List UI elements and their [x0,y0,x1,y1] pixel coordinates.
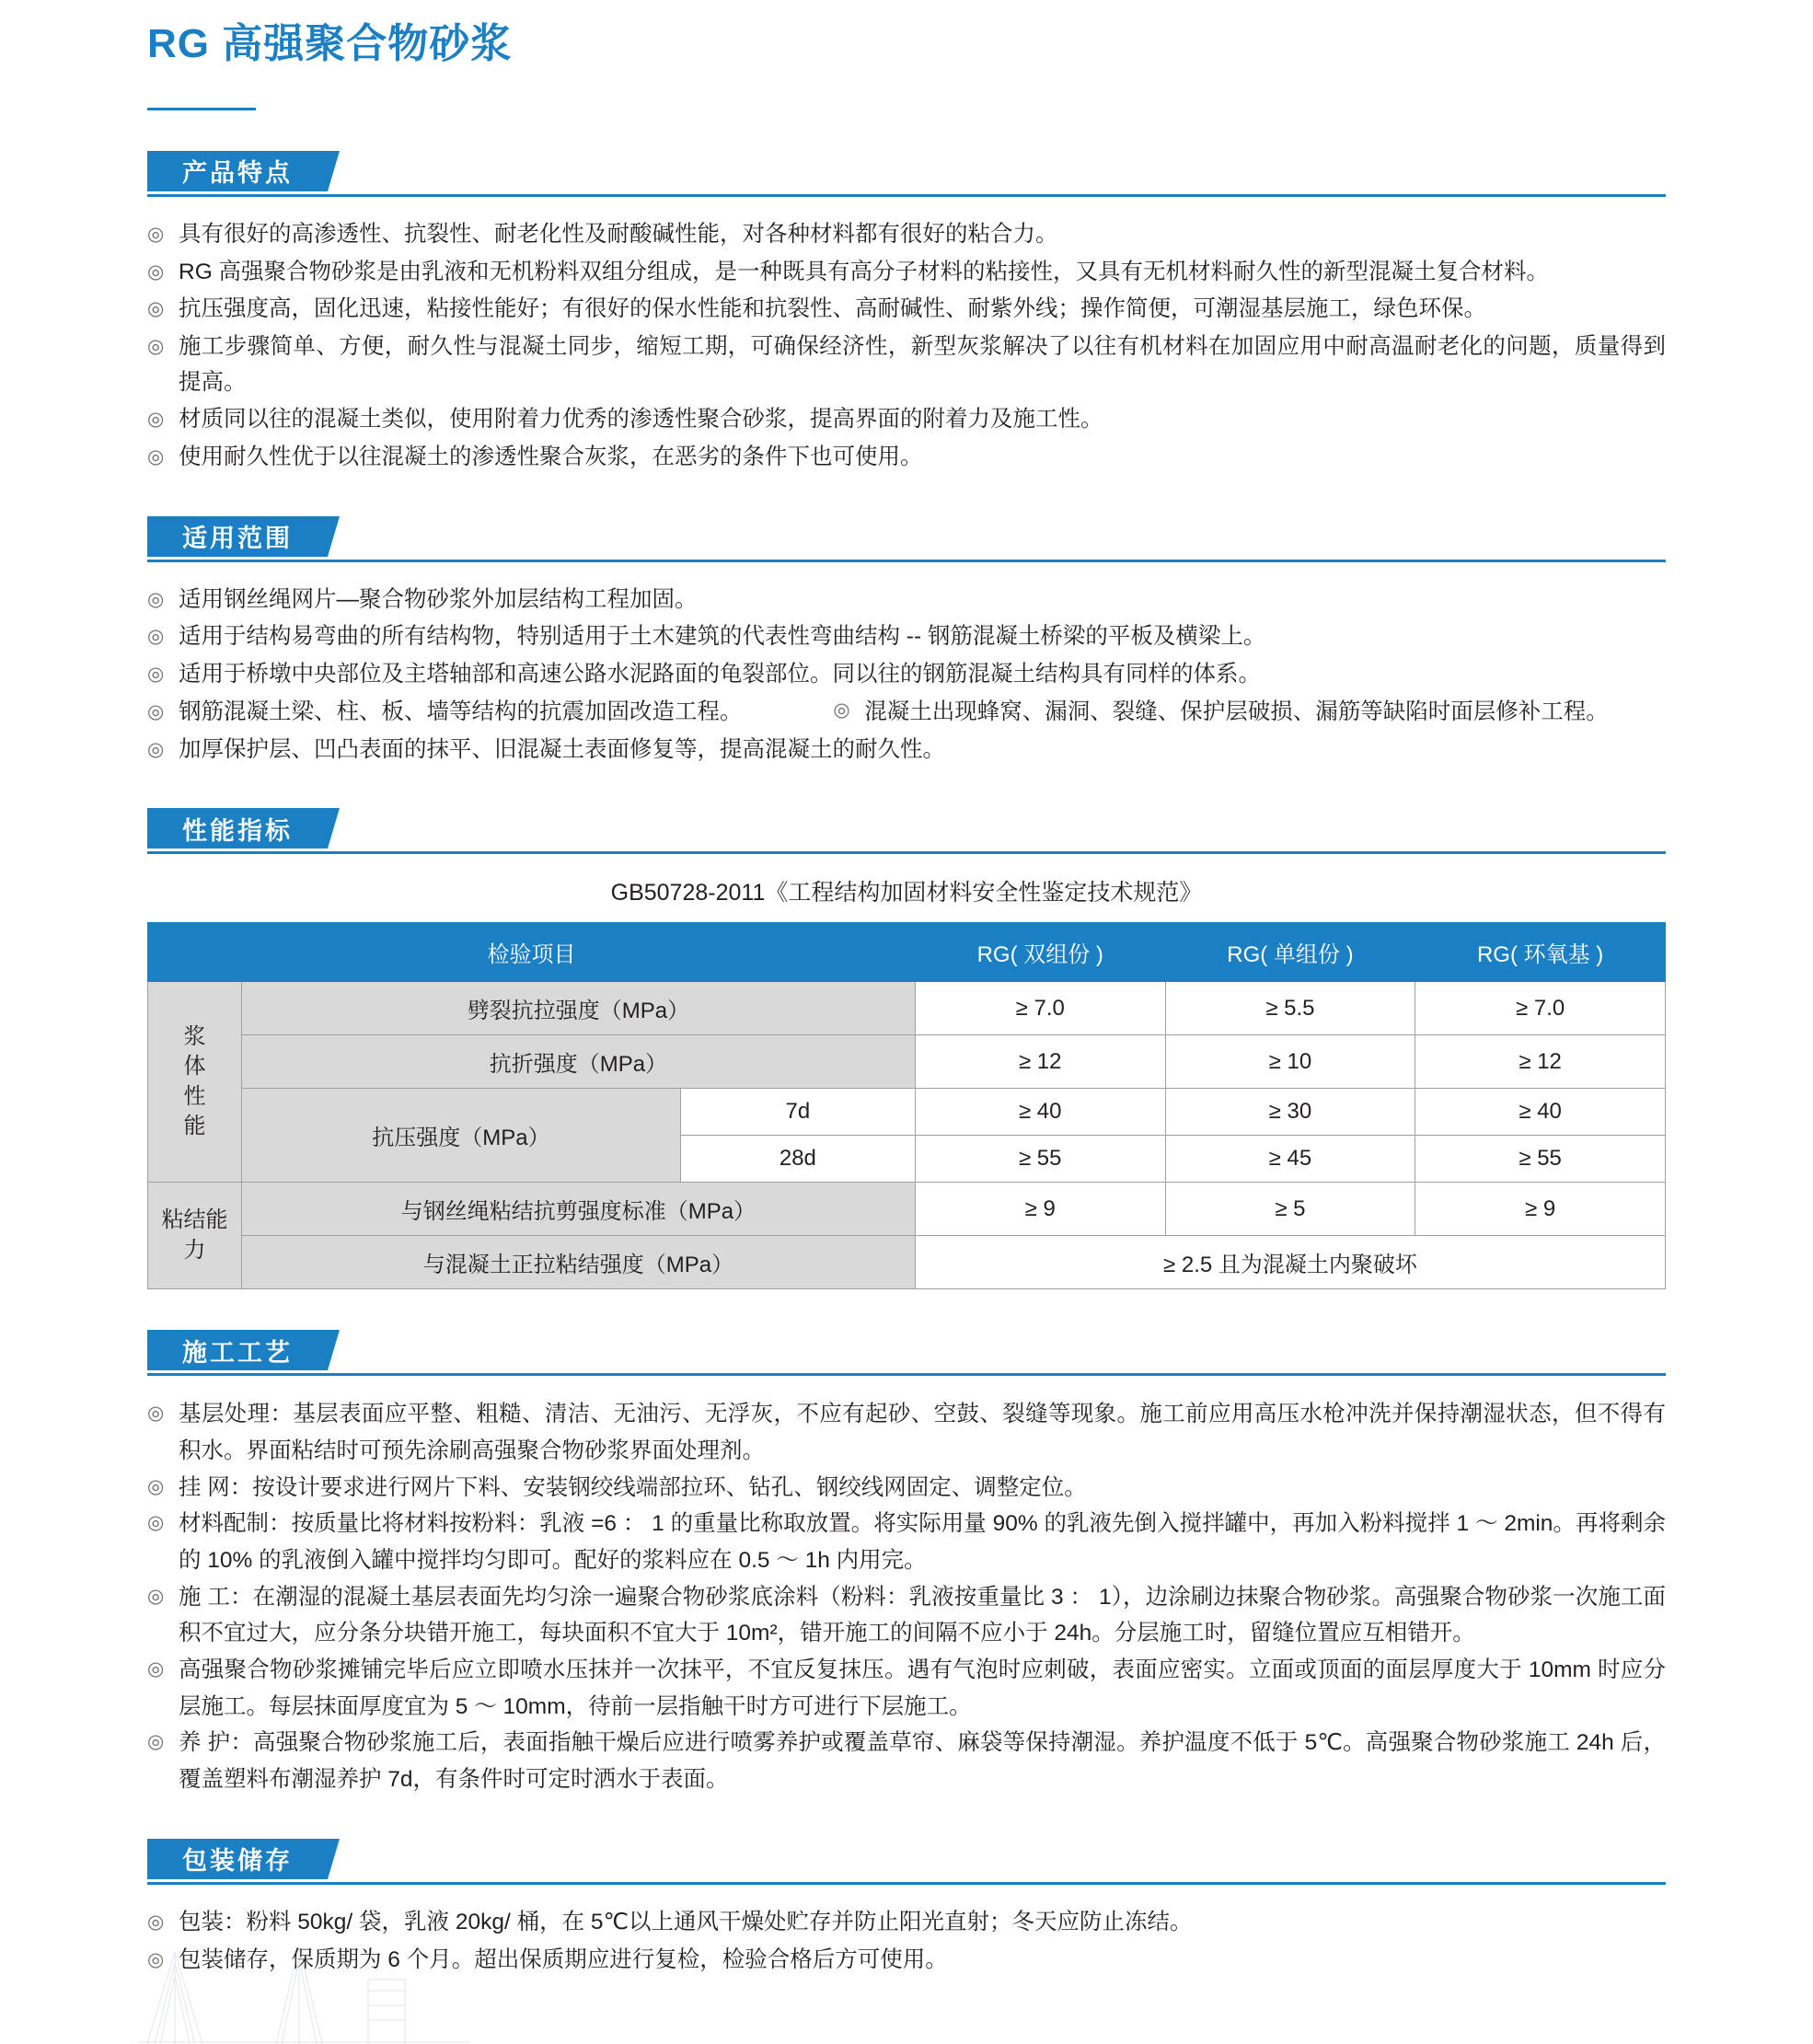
process-list [147,1396,1666,1798]
table-col-header: RG( 双组份 ) [915,923,1165,982]
list-item: ◎ 适用于桥墩中央部位及主塔轴部和高速公路水泥路面的龟裂部位。同以往的钢筋混凝土结构具有同样的体系。 [147,657,1666,693]
list-item-pair [147,695,1666,731]
section-header-performance [147,808,1666,854]
table-row [148,1089,1666,1136]
section-rule [147,1882,1666,1885]
section-header-packaging [147,1839,1666,1885]
section-tab-process: 施工工艺 [147,1330,328,1370]
section-rule [147,560,1666,562]
group-char: 能 [183,1114,206,1139]
section-header-scope [147,516,1666,562]
table-subrow-label: 7d [680,1089,915,1136]
section-tab-features: 产品特点 [147,151,328,191]
features-list [147,217,1666,476]
section-tab-packaging: 包装储存 [147,1839,328,1879]
list-item: ◎ 包装储存，保质期为 6 个月。超出保质期应进行复检，检验合格后方可使用。 [147,1943,1666,1979]
list-item: ◎ 施工步骤简单、方便，耐久性与混凝土同步，缩短工期，可确保经济性，新型灰浆解决了以往有机材料在加固应用中耐高温耐老化的问题，质量得到提高。 [147,329,1666,400]
title-underline [147,108,256,110]
table-col-header: RG( 单组份 ) [1165,923,1415,982]
table-header-row [148,923,1666,982]
list-item: ◎ 包装：粉料 50kg/ 袋，乳液 20kg/ 桶，在 5℃以上通风干燥处贮存并防止阳光直射；冬天应防止冻结。 [147,1905,1666,1941]
table-subrow-label: 28d [680,1136,915,1183]
table-cell: ≥ 40 [915,1089,1165,1136]
table-cell: ≥ 7.0 [1415,982,1666,1035]
table-cell: ≥ 55 [1415,1136,1666,1183]
table-row [148,1236,1666,1289]
group-char: 体 [183,1054,206,1080]
list-item-left: 钢筋混凝土梁、柱、板、墙等结构的抗震加固改造工程。 [179,699,743,724]
table-caption: GB50728-2011《工程结构加固材料安全性鉴定技术规范》 [610,880,1203,907]
table-cell: ≥ 45 [1165,1136,1415,1183]
table-cell: ≥ 7.0 [915,982,1165,1035]
group-char: 性 [183,1083,206,1109]
list-item: ◎ 施 工：在潮湿的混凝土基层表面先均匀涂一遍聚合物砂浆底涂料（粉料：乳液按重量比 3 ： 1），边涂刷边抹聚合物砂浆。高强聚合物砂浆一次施工面积不宜过大，应分条分块错开施工，每块面积不宜大于 10m²，错开施工的间隔不应小于 24h。分层施工时，留缝位置应互相错开。 [147,1579,1666,1652]
list-item: ◎ 材质同以往的混凝土类似，使用附着力优秀的渗透性聚合砂浆，提高界面的附着力及施工性。 [147,402,1666,438]
table-cell-merged: ≥ 2.5 且为混凝土内聚破坏 [915,1236,1665,1289]
list-item: ◎ 养 护：高强聚合物砂浆施工后，表面指触干燥后应进行喷雾养护或覆盖草帘、麻袋等保持潮湿。养护温度不低于 5℃。高强聚合物砂浆施工 24h 后，覆盖塑料布潮湿养护 7d，有条件时可定时洒水于表面。 [147,1725,1666,1797]
table-row-label: 劈裂抗拉强度（MPa） [242,982,916,1035]
list-item: ◎ 具有很好的高渗透性、抗裂性、耐老化性及耐酸碱性能，对各种材料都有很好的粘合力。 [147,217,1666,253]
section-rule [147,851,1666,854]
table-row [148,1035,1666,1089]
group-char: 力 [183,1237,206,1263]
performance-table [147,922,1666,1289]
table-group-label-slurry [148,982,242,1183]
table-col-header: RG( 环氧基 ) [1415,923,1666,982]
table-group-label-bond [148,1183,242,1289]
table-cell: ≥ 9 [915,1183,1165,1236]
table-row-label: 与混凝土正拉粘结强度（MPa） [242,1236,916,1289]
list-item: ◎ 加厚保护层、凹凸表面的抹平、旧混凝土表面修复等，提高混凝土的耐久性。 [147,733,1666,768]
table-cell: ≥ 12 [1415,1035,1666,1089]
section-rule [147,1373,1666,1376]
table-row-label: 抗折强度（MPa） [242,1035,916,1089]
section-tab-performance: 性能指标 [147,808,328,849]
packaging-list [147,1905,1666,1978]
section-rule [147,194,1666,197]
list-item: ◎ 抗压强度高，固化迅速，粘接性能好；有很好的保水性能和抗裂性、高耐碱性、耐紫外线；操作简便，可潮湿基层施工，绿色环保。 [147,292,1666,328]
group-char: 粘结能 [161,1207,228,1233]
list-item: ◎ 使用耐久性优于以往混凝土的渗透性聚合灰浆，在恶劣的条件下也可使用。 [147,440,1666,476]
section-header-features [147,151,1666,197]
list-item: ◎ 适用于结构易弯曲的所有结构物，特别适用于土木建筑的代表性弯曲结构 -- 钢筋混凝土桥梁的平板及横梁上。 [147,619,1666,655]
table-cell: ≥ 5.5 [1165,982,1415,1035]
list-item: ◎ 适用钢丝绳网片—聚合物砂浆外加层结构工程加固。 [147,583,1666,618]
list-item: ◎ 高强聚合物砂浆摊铺完毕后应立即喷水压抹并一次抹平，不宜反复抹压。遇有气泡时应刺破，表面应密实。立面或顶面的面层厚度大于 10mm 时应分层施工。每层抹面厚度宜为 5 ～ 10mm，待前一层指触干时方可进行下层施工。 [147,1652,1666,1725]
table-row-label: 抗压强度（MPa） [242,1089,681,1183]
group-char: 浆 [183,1023,206,1049]
table-cell: ≥ 5 [1165,1183,1415,1236]
table-cell: ≥ 10 [1165,1035,1415,1089]
list-item: ◎ RG 高强聚合物砂浆是由乳液和无机粉料双组分组成，是一种既具有高分子材料的粘接性，又具有无机材料耐久性的新型混凝土复合材料。 [147,255,1666,291]
table-row [148,1183,1666,1236]
list-item: ◎ 挂 网：按设计要求进行网片下料、安装钢绞线端部拉环、钻孔、钢绞线网固定、调整定位。 [147,1470,1666,1507]
table-cell: ≥ 40 [1415,1089,1666,1136]
section-tab-scope: 适用范围 [147,516,328,557]
list-item: ◎ 基层处理：基层表面应平整、粗糙、清洁、无油污、无浮灰，不应有起砂、空鼓、裂缝等现象。施工前应用高压水枪冲洗并保持潮湿状态，但不得有积水。界面粘结时可预先涂刷高强聚合物砂浆界面处理剂。 [147,1396,1666,1469]
section-header-process [147,1330,1666,1376]
table-cell: ≥ 12 [915,1035,1165,1089]
scope-list [147,583,1666,768]
table-cell: ≥ 30 [1165,1089,1415,1136]
page-title: RG 高强聚合物砂浆 [147,21,513,66]
table-col-header: 检验项目 [148,923,916,982]
list-item: ◎ 材料配制：按质量比将材料按粉料：乳液 =6 ： 1 的重量比称取放置。将实际用量 90% 的乳液先倒入搅拌罐中，再加入粉料搅拌 1 ～ 2min。再将剩余的 10% 的乳液倒入罐中搅拌均匀即可。配好的浆料应在 0.5 ～ 1h 内用完。 [147,1506,1666,1578]
list-item-right: ◎ 混凝土出现蜂窝、漏洞、裂缝、保护层破损、漏筋等缺陷时面层修补工程。 [833,695,1609,731]
table-cell: ≥ 9 [1415,1183,1666,1236]
table-row [148,982,1666,1035]
table-row-label: 与钢丝绳粘结抗剪强度标准（MPa） [242,1183,916,1236]
table-cell: ≥ 55 [915,1136,1165,1183]
